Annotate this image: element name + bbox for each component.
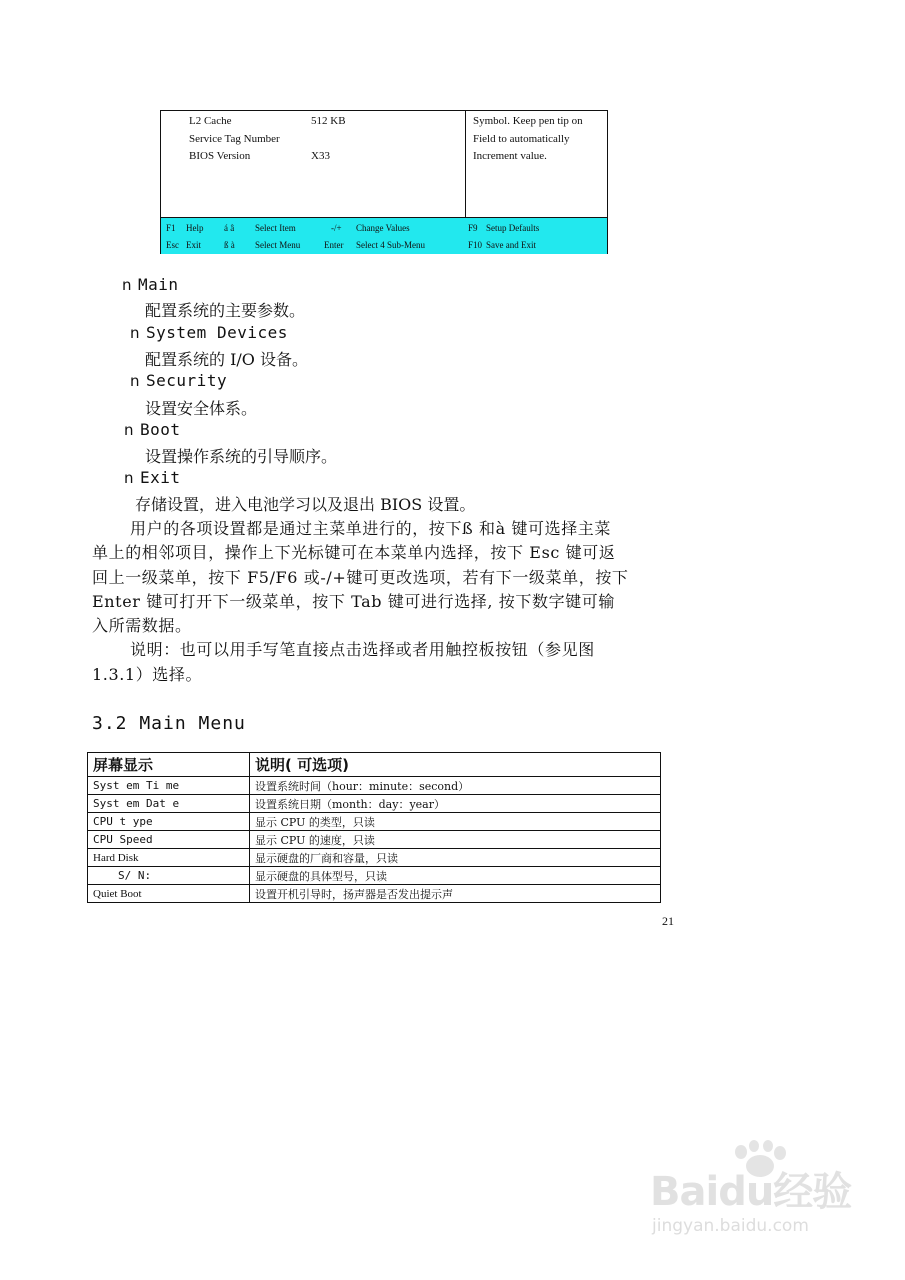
table-row — [88, 885, 661, 903]
table-cell-item: Hard Disk — [88, 849, 250, 867]
bios-screenshot — [160, 110, 608, 254]
bios-info-panel — [161, 111, 465, 217]
bios-help-panel — [465, 111, 608, 217]
menu-item-security — [130, 371, 227, 390]
key-plus-minus: -/+ — [331, 223, 342, 233]
baidu-watermark — [630, 1140, 870, 1250]
menu-item-desc: 配置系统的主要参数。 — [145, 301, 306, 320]
key-submenu-label: Select 4 Sub-Menu — [356, 240, 425, 250]
bios-row-value: 512 KB — [311, 115, 346, 127]
table-cell-desc: 设置开机引导时，扬声器是否发出提示声 — [250, 885, 661, 903]
watermark-brand: Baidu经验 — [650, 1169, 852, 1215]
bullet: n — [124, 469, 135, 487]
key-esc: Esc — [166, 240, 179, 250]
table-cell-desc: 设置系统日期（month：day：year） — [250, 795, 661, 813]
table-cell-item: Syst em Ti me — [88, 777, 250, 795]
section-title: 3.2 Main Menu — [92, 713, 246, 734]
menu-item-name: System Devices — [146, 323, 288, 342]
table-row — [88, 867, 661, 885]
menu-item-name: Boot — [140, 420, 181, 439]
paragraph-line: Enter 键可打开下一级菜单，按下 Tab 键可进行选择, 按下数字键可输 — [92, 592, 615, 611]
help-line: Symbol. Keep pen tip on — [473, 115, 583, 127]
paragraph-line: 入所需数据。 — [92, 616, 192, 635]
table-cell-desc: 显示硬盘的厂商和容量，只读 — [250, 849, 661, 867]
menu-item-desc: 设置操作系统的引导顺序。 — [145, 447, 338, 466]
table-cell-item: Quiet Boot — [88, 885, 250, 903]
menu-item-desc: 设置安全体系。 — [145, 399, 258, 418]
table-row — [88, 813, 661, 831]
help-line: Field to automatically — [473, 133, 570, 145]
table-header-row — [88, 753, 661, 777]
table-row — [88, 777, 661, 795]
table-row — [88, 849, 661, 867]
bios-row-key: Service Tag Number — [189, 133, 280, 145]
bullet: n — [130, 372, 141, 390]
menu-item-system-devices — [130, 323, 288, 342]
table-header-cell: 屏幕显示 — [88, 753, 250, 777]
table-row — [88, 831, 661, 849]
table-cell-item: S/ N: — [88, 867, 250, 885]
key-arrows-updown: á â — [224, 223, 235, 233]
table-header-cell: 说明( 可选项) — [250, 753, 661, 777]
bios-row-key: BIOS Version — [189, 150, 251, 162]
key-arrows-leftright: ß à — [224, 240, 235, 250]
key-exit-label: Exit — [186, 240, 201, 250]
paragraph-line: 用户的各项设置都是通过主菜单进行的，按下ß 和à 键可选择主菜 — [130, 519, 611, 538]
table-cell-desc: 设置系统时间（hour：minute：second） — [250, 777, 661, 795]
watermark-url: jingyan.baidu.com — [652, 1216, 809, 1236]
key-help-label: Help — [186, 223, 204, 233]
key-save-exit-label: Save and Exit — [486, 240, 536, 250]
page-number: 21 — [662, 914, 674, 928]
menu-item-boot — [124, 420, 181, 439]
key-setup-defaults-label: Setup Defaults — [486, 223, 540, 233]
bullet: n — [124, 421, 135, 439]
paragraph-line: 说明：也可以用手写笔直接点击选择或者用触控板按钮（参见图 — [130, 640, 595, 659]
bullet: n — [130, 324, 141, 342]
bios-row-value: X33 — [311, 150, 330, 162]
key-f1: F1 — [166, 223, 176, 233]
key-f10: F10 — [468, 240, 483, 250]
menu-item-exit — [124, 468, 181, 487]
key-select-item-label: Select Item — [255, 223, 296, 233]
bullet: n — [122, 276, 133, 294]
table-cell-desc: 显示硬盘的具体型号，只读 — [250, 867, 661, 885]
table-cell-item: Syst em Dat e — [88, 795, 250, 813]
menu-item-name: Security — [146, 371, 228, 390]
key-change-values-label: Change Values — [356, 223, 410, 233]
bios-key-bar — [161, 217, 607, 254]
table-cell-desc: 显示 CPU 的类型，只读 — [250, 813, 661, 831]
key-f9: F9 — [468, 223, 478, 233]
key-enter: Enter — [324, 240, 344, 250]
table-cell-item: CPU Speed — [88, 831, 250, 849]
menu-item-main — [122, 275, 179, 294]
menu-item-desc: 存储设置，进入电池学习以及退出 BIOS 设置。 — [135, 495, 476, 514]
menu-item-name: Exit — [140, 468, 181, 487]
paragraph-line: 回上一级菜单，按下 F5/F6 或-/+键可更改选项，若有下一级菜单，按下 — [92, 568, 629, 587]
paragraph-line: 单上的相邻项目，操作上下光标键可在本菜单内选择，按下 Esc 键可返 — [92, 543, 616, 562]
table-cell-desc: 显示 CPU 的速度，只读 — [250, 831, 661, 849]
menu-item-desc: 配置系统的 I/O 设备。 — [145, 350, 309, 369]
bios-row-key: L2 Cache — [189, 115, 232, 127]
menu-item-name: Main — [138, 275, 179, 294]
help-line: Increment value. — [473, 150, 547, 162]
table-cell-item: CPU t ype — [88, 813, 250, 831]
paragraph-line: 1.3.1）选择。 — [92, 665, 203, 684]
key-select-menu-label: Select Menu — [255, 240, 301, 250]
main-menu-table — [87, 752, 661, 903]
table-row — [88, 795, 661, 813]
